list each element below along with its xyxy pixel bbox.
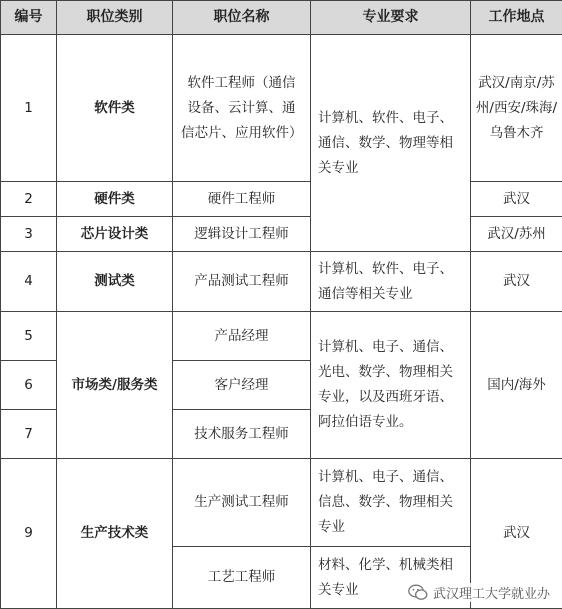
table-row [1, 182, 562, 217]
category-cell: 市场类/服务类 [57, 312, 173, 459]
position-cell: 工艺工程师 [173, 547, 311, 609]
table-row [1, 252, 562, 312]
category-cell: 硬件类 [57, 182, 173, 217]
position-cell: 逻辑设计工程师 [173, 217, 311, 252]
requirement-cell: 计算机、软件、电子、通信、数学、物理等相关专业 [311, 35, 471, 252]
table-row [1, 35, 562, 182]
position-cell: 生产测试工程师 [173, 459, 311, 547]
requirement-cell: 计算机、软件、电子、通信等相关专业 [311, 252, 471, 312]
header-location: 工作地点 [471, 1, 562, 35]
location-cell: 武汉/南京/苏州/西安/珠海/乌鲁木齐 [471, 35, 562, 182]
position-cell: 硬件工程师 [173, 182, 311, 217]
row-number: 7 [1, 410, 57, 459]
position-cell: 技术服务工程师 [173, 410, 311, 459]
table-row [1, 217, 562, 252]
location-cell: 武汉 [471, 252, 562, 312]
watermark [408, 583, 550, 602]
row-number: 1 [1, 35, 57, 182]
category-cell: 软件类 [57, 35, 173, 182]
row-number: 9 [1, 459, 57, 609]
header-category: 职位类别 [57, 1, 173, 35]
location-cell: 武汉/苏州 [471, 217, 562, 252]
location-cell: 国内/海外 [471, 312, 562, 459]
position-cell: 软件工程师（通信设备、云计算、通信芯片、应用软件） [173, 35, 311, 182]
location-cell: 武汉 [471, 459, 562, 609]
category-cell: 生产技术类 [57, 459, 173, 609]
header-requirement: 专业要求 [311, 1, 471, 35]
row-number: 5 [1, 312, 57, 361]
category-cell: 测试类 [57, 252, 173, 312]
row-number: 2 [1, 182, 57, 217]
header-number: 编号 [1, 1, 57, 35]
position-cell: 产品测试工程师 [173, 252, 311, 312]
position-cell: 客户经理 [173, 361, 311, 410]
position-cell: 产品经理 [173, 312, 311, 361]
header-position: 职位名称 [173, 1, 311, 35]
category-cell: 芯片设计类 [57, 217, 173, 252]
header-row [1, 1, 562, 35]
row-number: 3 [1, 217, 57, 252]
watermark-text: 武汉理工大学就业办 [433, 583, 550, 602]
row-number: 6 [1, 361, 57, 410]
table-row [1, 312, 562, 361]
location-cell: 武汉 [471, 182, 562, 217]
requirement-cell: 材料、化学、机械类相关专业 [311, 547, 471, 609]
wechat-icon [408, 584, 428, 601]
requirement-cell: 计算机、电子、通信、信息、数学、物理相关专业 [311, 459, 471, 547]
row-number: 4 [1, 252, 57, 312]
table-row [1, 459, 562, 547]
requirement-cell: 计算机、电子、通信、光电、数学、物理相关专业，以及西班牙语、阿拉伯语专业。 [311, 312, 471, 459]
